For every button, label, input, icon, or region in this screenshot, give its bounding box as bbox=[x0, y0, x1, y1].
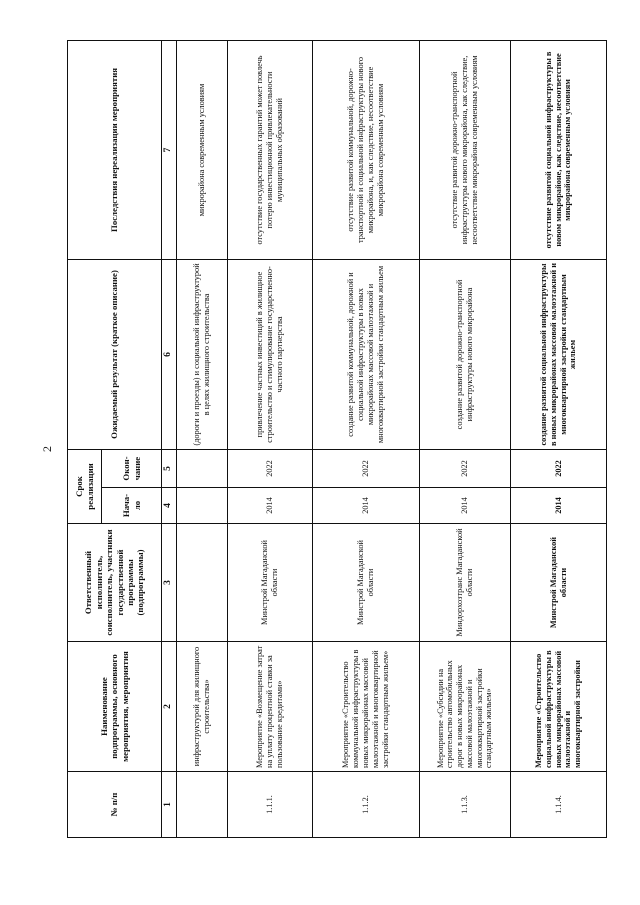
row-name: инфраструктурой для жилищного строительства» bbox=[177, 642, 228, 772]
row-end bbox=[177, 449, 228, 487]
row-responsible: Минстрой Магаданской области bbox=[313, 524, 419, 642]
column-index: 1 bbox=[162, 772, 177, 838]
header-start: Нача-ло bbox=[102, 488, 162, 524]
row-consequence: отсутствие развитой дорожно-транспортной инфраструктуры нового микрорайона, как следствие, несоответствие микрорайона современным условиям bbox=[419, 40, 511, 259]
row-end: 2022 bbox=[419, 449, 511, 487]
row-responsible: Минстрой Магаданской области bbox=[511, 524, 607, 642]
header-responsible: Ответственный исполнитель, соисполнитель, участники государственной программы (подпрограммы) bbox=[68, 524, 162, 642]
row-end: 2022 bbox=[313, 449, 419, 487]
row-result: (дороги и проезды) и социальной инфраструктурой в целях жилищного строительства bbox=[177, 259, 228, 449]
row-start: 2014 bbox=[511, 488, 607, 524]
row-num: 1.1.2. bbox=[313, 772, 419, 838]
row-responsible: Миндорхозтранс Магаданской области bbox=[419, 524, 511, 642]
row-start: 2014 bbox=[228, 488, 313, 524]
column-index-row bbox=[162, 40, 177, 837]
header-end: Окон-чание bbox=[102, 449, 162, 487]
row-start: 2014 bbox=[419, 488, 511, 524]
row-consequence: отсутствие развитой коммунальной, дорожно-транспортной и социальной инфраструктуры нового микрорайона, и, как следствие, несоответствие микрорайона современным условиям bbox=[313, 40, 419, 259]
row-name: Мероприятие «Возмещение затрат на уплату процентной ставки за пользование кредитами» bbox=[228, 642, 313, 772]
row-num bbox=[177, 772, 228, 838]
row-end: 2022 bbox=[511, 449, 607, 487]
row-consequence: отсутствие государственных гарантий может повлечь потерю инвестиционной привлекательности муниципальных образований bbox=[228, 40, 313, 259]
row-num: 1.1.4. bbox=[511, 772, 607, 838]
row-start bbox=[177, 488, 228, 524]
program-measures-table bbox=[67, 40, 607, 838]
column-index: 6 bbox=[162, 259, 177, 449]
row-result: создание развитой дорожно-транспортной инфраструктуры нового микрорайона bbox=[419, 259, 511, 449]
row-result: создание развитой коммунальной, дорожной и социальной инфраструктуры в новых микрорайонах массовой малоэтажной и многоквартирной застройки стандартным жильем bbox=[313, 259, 419, 449]
row-name: Мероприятие «Строительство коммунальной инфраструктуры в новых микрорайонах массовой малоэтажной и многоквартирной застройки стандартным жильем» bbox=[313, 642, 419, 772]
header-name: Наименование подпрограммы, основного мероприятия, мероприятия bbox=[68, 642, 162, 772]
column-index: 2 bbox=[162, 642, 177, 772]
table-row bbox=[177, 40, 228, 837]
table-row bbox=[313, 40, 419, 837]
row-result: привлечение частных инвестиций в жилищное строительство и стимулирование государственно-частного партнерства bbox=[228, 259, 313, 449]
row-end: 2022 bbox=[228, 449, 313, 487]
row-name: Мероприятие «Строительство социальной инфраструктуры в новых микрорайонах массовой малоэтажной и многоквартирной застройки bbox=[511, 642, 607, 772]
column-index: 4 bbox=[162, 488, 177, 524]
table-row bbox=[511, 40, 607, 837]
row-consequence: микрорайона современным условиям bbox=[177, 40, 228, 259]
row-consequence: отсутствие развитой социальной инфраструктуры в новом микрорайоне, как следствие, несоответствие микрорайона современным условиям bbox=[511, 40, 607, 259]
header-period: Срок реализации bbox=[68, 449, 102, 523]
table-row bbox=[419, 40, 511, 837]
rotated-page-content bbox=[67, 41, 607, 838]
row-responsible bbox=[177, 524, 228, 642]
column-index: 3 bbox=[162, 524, 177, 642]
table-row bbox=[228, 40, 313, 837]
column-index: 5 bbox=[162, 449, 177, 487]
page-number: 2 bbox=[40, 446, 54, 452]
row-name: Мероприятие «Субсидии на строительство автомобильных дорог в новых микрорайонах массовой малоэтажной и многоквартирной застройки стандартным жильем» bbox=[419, 642, 511, 772]
row-num: 1.1.1. bbox=[228, 772, 313, 838]
header-consequence: Последствия нереализации мероприятия bbox=[68, 40, 162, 259]
row-responsible: Минстрой Магаданской области bbox=[228, 524, 313, 642]
row-num: 1.1.3. bbox=[419, 772, 511, 838]
column-index: 7 bbox=[162, 40, 177, 259]
row-start: 2014 bbox=[313, 488, 419, 524]
header-result: Ожидаемый результат (краткое описание) bbox=[68, 259, 162, 449]
row-result: создание развитой социальной инфраструктуры в новых микрорайонах массовой малоэтажной и многоквартирной застройки стандартным жильем bbox=[511, 259, 607, 449]
header-num: № п/п bbox=[68, 772, 162, 838]
